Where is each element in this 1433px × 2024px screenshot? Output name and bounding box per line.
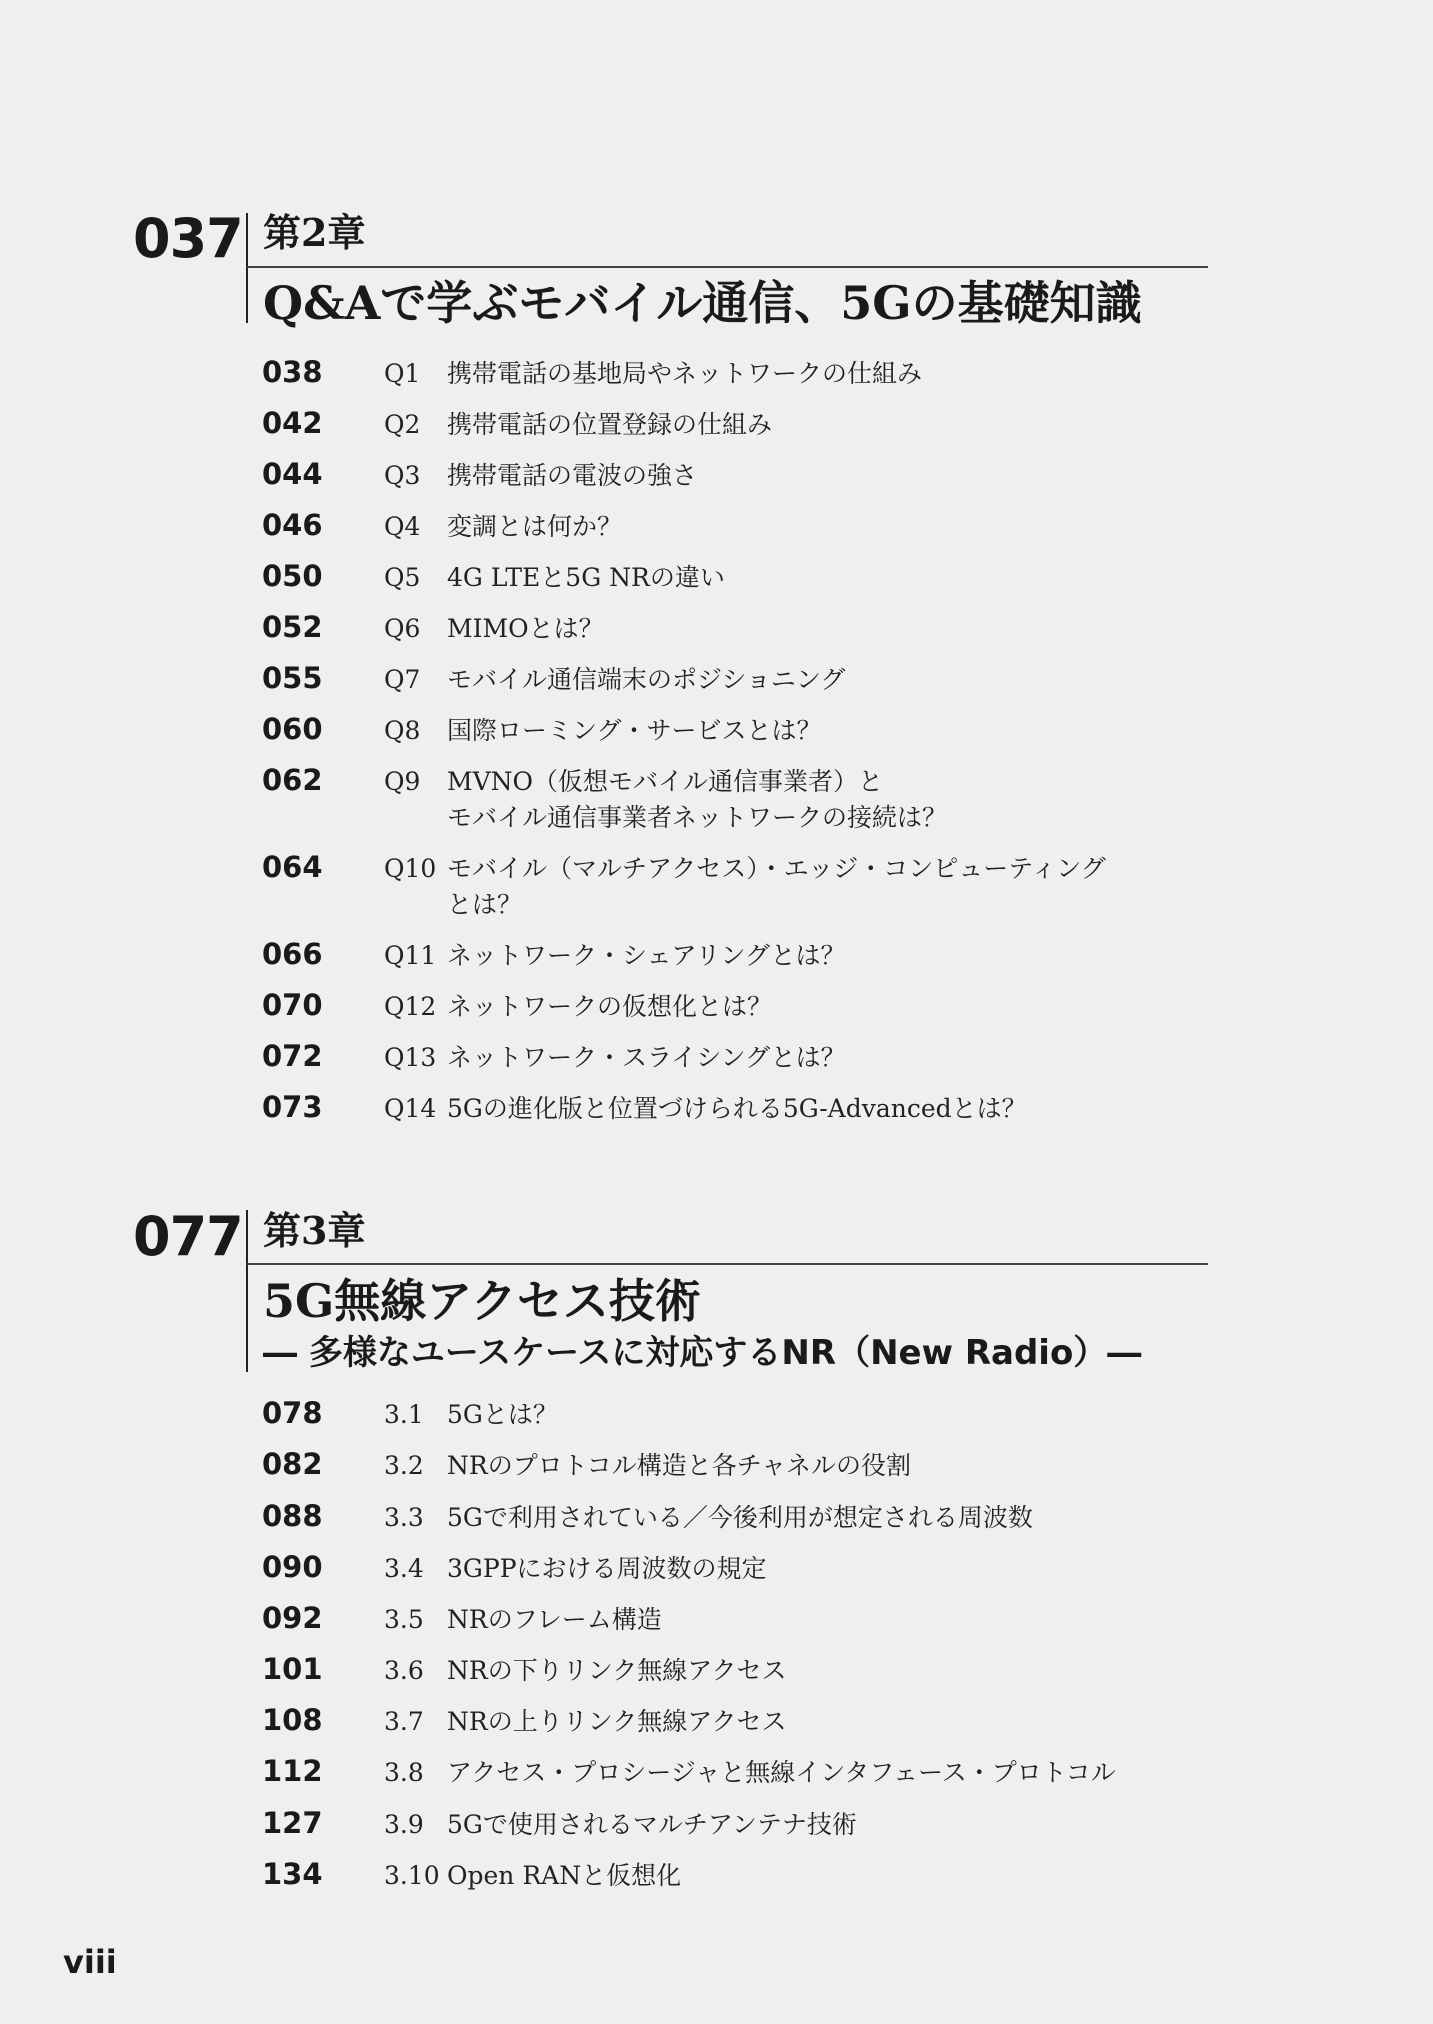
toc-entry-page-number: 108 <box>262 1703 323 1737</box>
toc-entry-number: Q7 <box>384 665 421 694</box>
toc-entry-title <box>447 1397 1187 1433</box>
toc-entry-page-number: 055 <box>262 661 323 695</box>
toc-entry-page-number: 101 <box>262 1652 323 1686</box>
toc-entry-page-number: 062 <box>262 763 323 797</box>
toc-entry-page-number: 127 <box>262 1806 323 1840</box>
chapter-2-title: Q&Aで学ぶモバイル通信、5Gの基礎知識 <box>263 276 1142 330</box>
chapter-3-title: 5G無線アクセス技術 <box>263 1274 701 1328</box>
toc-entry-title <box>447 1040 1187 1076</box>
toc-entry-page-number: 042 <box>262 406 323 440</box>
toc-entry-title <box>447 1653 1187 1689</box>
toc-entry-number: Q4 <box>384 512 421 541</box>
toc-entry-title-line: ネットワークの仮想化とは？ <box>447 992 773 1021</box>
toc-entry-title <box>447 1704 1187 1740</box>
toc-entry-title-line: Open RANと仮想化 <box>447 1861 682 1890</box>
toc-entry-page-number: 088 <box>262 1499 323 1533</box>
toc-entry-title-line: NRのプロトコル構造と各チャネルの役割 <box>447 1451 911 1480</box>
toc-entry-number: Q10 <box>384 854 437 883</box>
toc-entry-title <box>447 611 1187 647</box>
chapter-2-page-number: 037 <box>133 207 243 270</box>
toc-entry-title <box>447 1448 1187 1484</box>
toc-entry-title-line: NRの上りリンク無線アクセス <box>447 1707 787 1736</box>
toc-entry-title <box>447 1858 1187 1894</box>
toc-entry-title-line: 携帯電話の電波の強さ <box>447 461 698 490</box>
toc-entry-title <box>447 989 1187 1025</box>
toc-entry-title-line: MIMOとは？ <box>447 614 604 643</box>
toc-entry-title <box>447 764 1187 836</box>
toc-entry-title <box>447 1755 1187 1791</box>
toc-entry-page-number: 072 <box>262 1039 323 1073</box>
toc-entry-title-line: とは？ <box>447 890 523 919</box>
toc-entry-title <box>447 1807 1187 1843</box>
toc-entry-title-line: 変調とは何か？ <box>447 512 623 541</box>
toc-entry-title-line: モバイル（マルチアクセス）・エッジ・コンピューティング <box>447 854 1106 883</box>
toc-entry-page-number: 090 <box>262 1550 323 1584</box>
toc-entry-number: Q9 <box>384 767 421 796</box>
toc-entry-page-number: 134 <box>262 1857 323 1891</box>
toc-entry-number: 3.8 <box>384 1758 424 1787</box>
toc-entry-title-line: モバイル通信端末のポジショニング <box>447 665 846 694</box>
toc-entry-title-line: モバイル通信事業者ネットワークの接続は？ <box>447 803 948 832</box>
page-folio: viii <box>63 1943 117 1981</box>
toc-entry-title-line: ネットワーク・スライシングとは？ <box>447 1043 846 1072</box>
toc-entry-title-line: 携帯電話の位置登録の仕組み <box>447 410 773 439</box>
toc-entry-number: 3.6 <box>384 1656 424 1685</box>
toc-entry-title <box>447 662 1187 698</box>
toc-entry-page-number: 038 <box>262 355 323 389</box>
toc-entry-page-number: 052 <box>262 610 323 644</box>
toc-entry-title <box>447 713 1187 749</box>
toc-entry-number: 3.5 <box>384 1605 424 1634</box>
toc-entry-title <box>447 509 1187 545</box>
toc-entry-title-line: 3GPPにおける周波数の規定 <box>447 1554 767 1583</box>
chapter-3-divider-vertical <box>246 1210 248 1372</box>
toc-entry-page-number: 082 <box>262 1447 323 1481</box>
toc-entry-number: Q1 <box>384 359 421 388</box>
toc-entry-title-line: アクセス・プロシージャと無線インタフェース・プロトコル <box>447 1758 1116 1787</box>
toc-entry-number: Q5 <box>384 563 421 592</box>
toc-entry-number: 3.7 <box>384 1707 424 1736</box>
toc-entry-number: Q3 <box>384 461 421 490</box>
toc-entry-title-line: NRのフレーム構造 <box>447 1605 662 1634</box>
toc-entry-title <box>447 1602 1187 1638</box>
toc-entry-page-number: 112 <box>262 1754 323 1788</box>
toc-entry-page-number: 046 <box>262 508 323 542</box>
toc-entry-title <box>447 851 1187 923</box>
chapter-2-divider-vertical <box>246 213 248 323</box>
toc-entry-number: Q11 <box>384 941 437 970</box>
toc-entry-number: 3.4 <box>384 1554 424 1583</box>
toc-entry-title <box>447 458 1187 494</box>
chapter-3-subtitle: ― 多様なユースケースに対応するNR（New Radio）― <box>263 1333 1142 1373</box>
chapter-3-divider-horizontal <box>247 1263 1208 1265</box>
toc-entry-title-line: 5Gで使用されるマルチアンテナ技術 <box>447 1810 857 1839</box>
toc-entry-page-number: 066 <box>262 937 323 971</box>
chapter-3-label: 第3章 <box>263 1208 366 1253</box>
toc-entry-title-line: 5Gとは？ <box>447 1400 558 1429</box>
toc-entry-title-line: 国際ローミング・サービスとは？ <box>447 716 822 745</box>
toc-entry-number: Q8 <box>384 716 421 745</box>
toc-entry-number: Q13 <box>384 1043 437 1072</box>
toc-entry-title-line: 5Gの進化版と位置づけられる5G-Advancedとは？ <box>447 1094 1027 1123</box>
toc-entry-title <box>447 560 1187 596</box>
toc-entry-number: 3.9 <box>384 1810 424 1839</box>
toc-entry-page-number: 064 <box>262 850 323 884</box>
chapter-2-label: 第2章 <box>263 210 366 255</box>
toc-entry-number: Q12 <box>384 992 437 1021</box>
toc-entry-number: 3.3 <box>384 1503 424 1532</box>
toc-entry-number: 3.1 <box>384 1400 424 1429</box>
toc-entry-title <box>447 407 1187 443</box>
toc-entry-page-number: 070 <box>262 988 323 1022</box>
toc-entry-title-line: MVNO（仮想モバイル通信事業者）と <box>447 767 884 796</box>
toc-entry-title <box>447 356 1187 392</box>
toc-entry-number: 3.10 <box>384 1861 440 1890</box>
chapter-3-page-number: 077 <box>133 1205 243 1268</box>
toc-entry-number: Q2 <box>384 410 421 439</box>
toc-entry-number: Q14 <box>384 1094 437 1123</box>
toc-entry-title <box>447 1500 1187 1536</box>
chapter-2-divider-horizontal <box>247 266 1208 268</box>
toc-entry-title-line: 携帯電話の基地局やネットワークの仕組み <box>447 359 923 388</box>
toc-entry-number: Q6 <box>384 614 421 643</box>
toc-entry-page-number: 050 <box>262 559 323 593</box>
toc-entry-title-line: ネットワーク・シェアリングとは？ <box>447 941 846 970</box>
toc-entry-page-number: 092 <box>262 1601 323 1635</box>
toc-entry-title-line: 4G LTEと5G NRの違い <box>447 563 725 592</box>
toc-entry-number: 3.2 <box>384 1451 424 1480</box>
toc-entry-page-number: 060 <box>262 712 323 746</box>
toc-entry-title <box>447 1091 1187 1127</box>
toc-entry-title-line: NRの下りリンク無線アクセス <box>447 1656 787 1685</box>
toc-entry-title-line: 5Gで利用されている／今後利用が想定される周波数 <box>447 1503 1033 1532</box>
toc-entry-page-number: 078 <box>262 1396 323 1430</box>
toc-entry-page-number: 044 <box>262 457 323 491</box>
toc-entry-title <box>447 938 1187 974</box>
toc-entry-title <box>447 1551 1187 1587</box>
toc-entry-page-number: 073 <box>262 1090 323 1124</box>
